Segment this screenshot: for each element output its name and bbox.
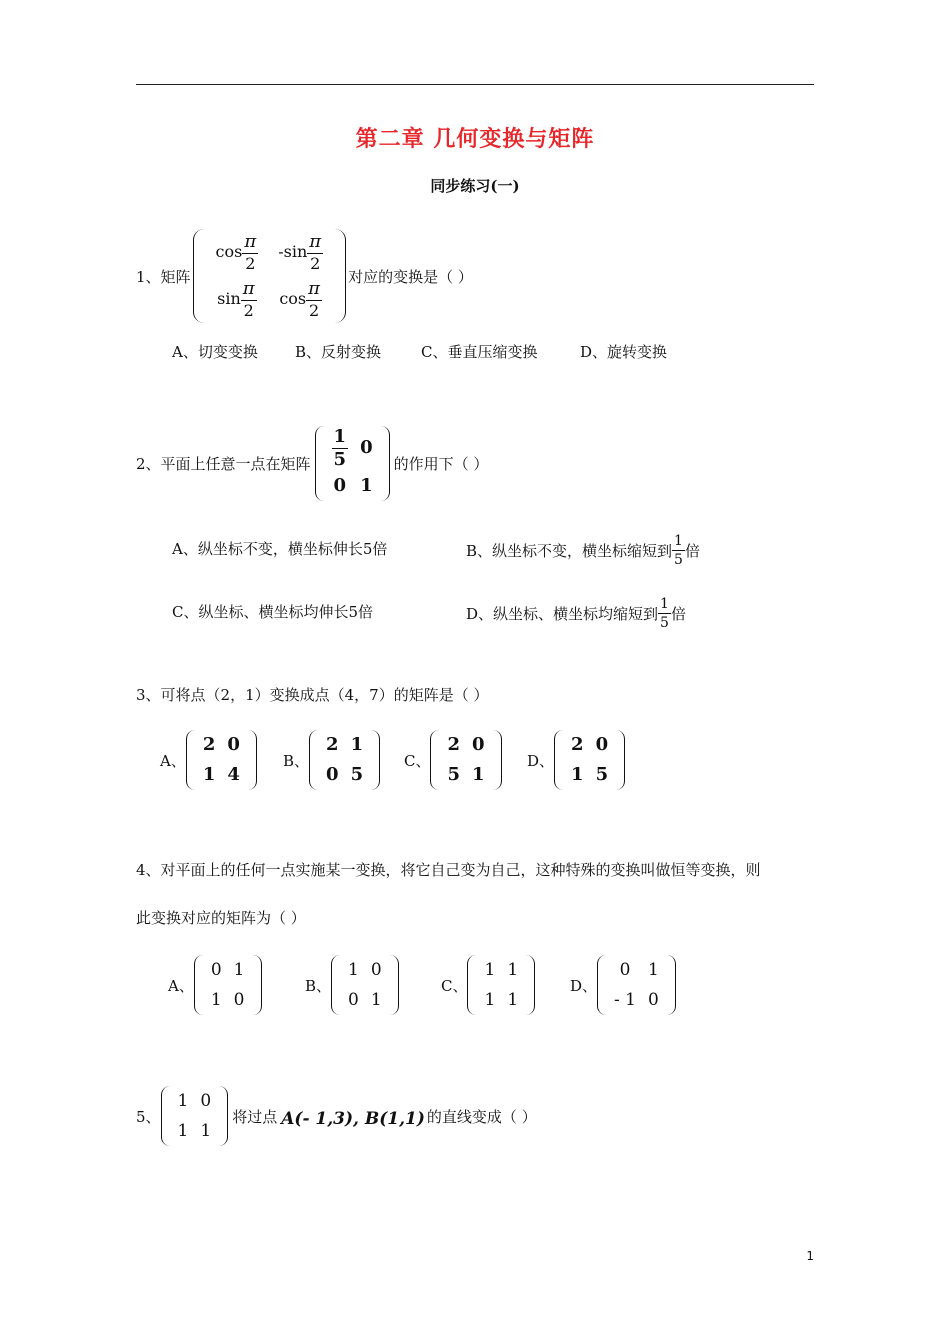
right-paren [335,229,346,323]
exercise-subtitle: 同步练习(一) [430,177,520,195]
q4-option-b: B、 1 0 0 1 [305,957,399,1013]
q1-cell-12: -sin $\frac{\pi}{2}$ [278,231,322,273]
q3-option-c: C、 2 0 5 1 [404,730,502,790]
q2-cell-11: $\frac{1}{5}$ [333,425,347,470]
question-4-line1: 4、对平面上的任何一点实施某一变换，将它自己变为自己，这种特殊的变换叫做恒等变换，则 [136,861,761,879]
q1-cell-22: cos $\frac{\pi}{2}$ [279,278,320,320]
question-5: 5、 1 0 1 1 将过点 A(- 1,3), B(1,1) 的直线变成（ ） [136,1088,537,1144]
q4-option-a: A、 0 1 1 0 [168,957,262,1013]
q2-prefix: 2、平面上任意一点在矩阵 [136,454,311,473]
q1-option-c: C、垂直压缩变换 [421,343,538,361]
q2-cell-12: 0 [360,437,373,458]
q1-option-a: A、切变变换 [172,343,258,361]
q2-option-b: B、纵坐标不变，横坐标缩短到 $\frac{1}{5}$ 倍 [466,532,700,568]
page-number: 1 [806,1249,814,1263]
q1-option-d: D、旋转变换 [580,343,668,361]
question-4-line2: 此变换对应的矩阵为（ ） [136,909,306,927]
q4-option-d: D、 0 1 - 1 0 [570,957,676,1013]
q1-rotation-matrix [193,229,347,323]
q2-option-d: D、纵坐标、横坐标均缩短到 $\frac{1}{5}$ 倍 [466,595,686,631]
q2-option-a: A、纵坐标不变，横坐标伸长5倍 [172,540,388,558]
q3-option-b: B、 2 1 0 5 [283,730,380,790]
header-rule [136,84,814,85]
q1-cell-11: cos $\frac{\pi}{2}$ [215,231,257,273]
q2-option-c: C、纵坐标、横坐标均伸长5倍 [172,603,374,621]
q2-suffix: 的作用下（ ） [393,454,489,473]
q5-matrix: 1 0 1 1 [161,1086,229,1146]
q3-option-d: D、 2 0 1 5 [527,730,625,790]
question-3: 3、可将点（2，1）变换成点（4，7）的矩阵是（ ） [136,686,489,704]
q4-option-c: C、 1 1 1 1 [441,957,535,1013]
chapter-title: 第二章 几何变换与矩阵 [355,126,595,152]
question-2 [136,425,488,501]
q5-points: A(- 1,3), B(1,1) [281,1109,425,1129]
q2-cell-22: 1 [360,474,373,496]
q2-cell-21: 0 [333,474,347,496]
q3-option-a: A、 2 0 1 4 [160,730,257,790]
q1-option-b: B、反射变换 [295,343,382,361]
left-paren [193,229,204,323]
q1-prefix: 1、矩阵 [136,267,191,286]
question-1 [136,228,473,324]
q1-cell-21: sin $\frac{\pi}{2}$ [217,278,255,320]
q1-suffix: 对应的变换是（ ） [348,267,473,286]
q2-matrix [315,426,390,501]
